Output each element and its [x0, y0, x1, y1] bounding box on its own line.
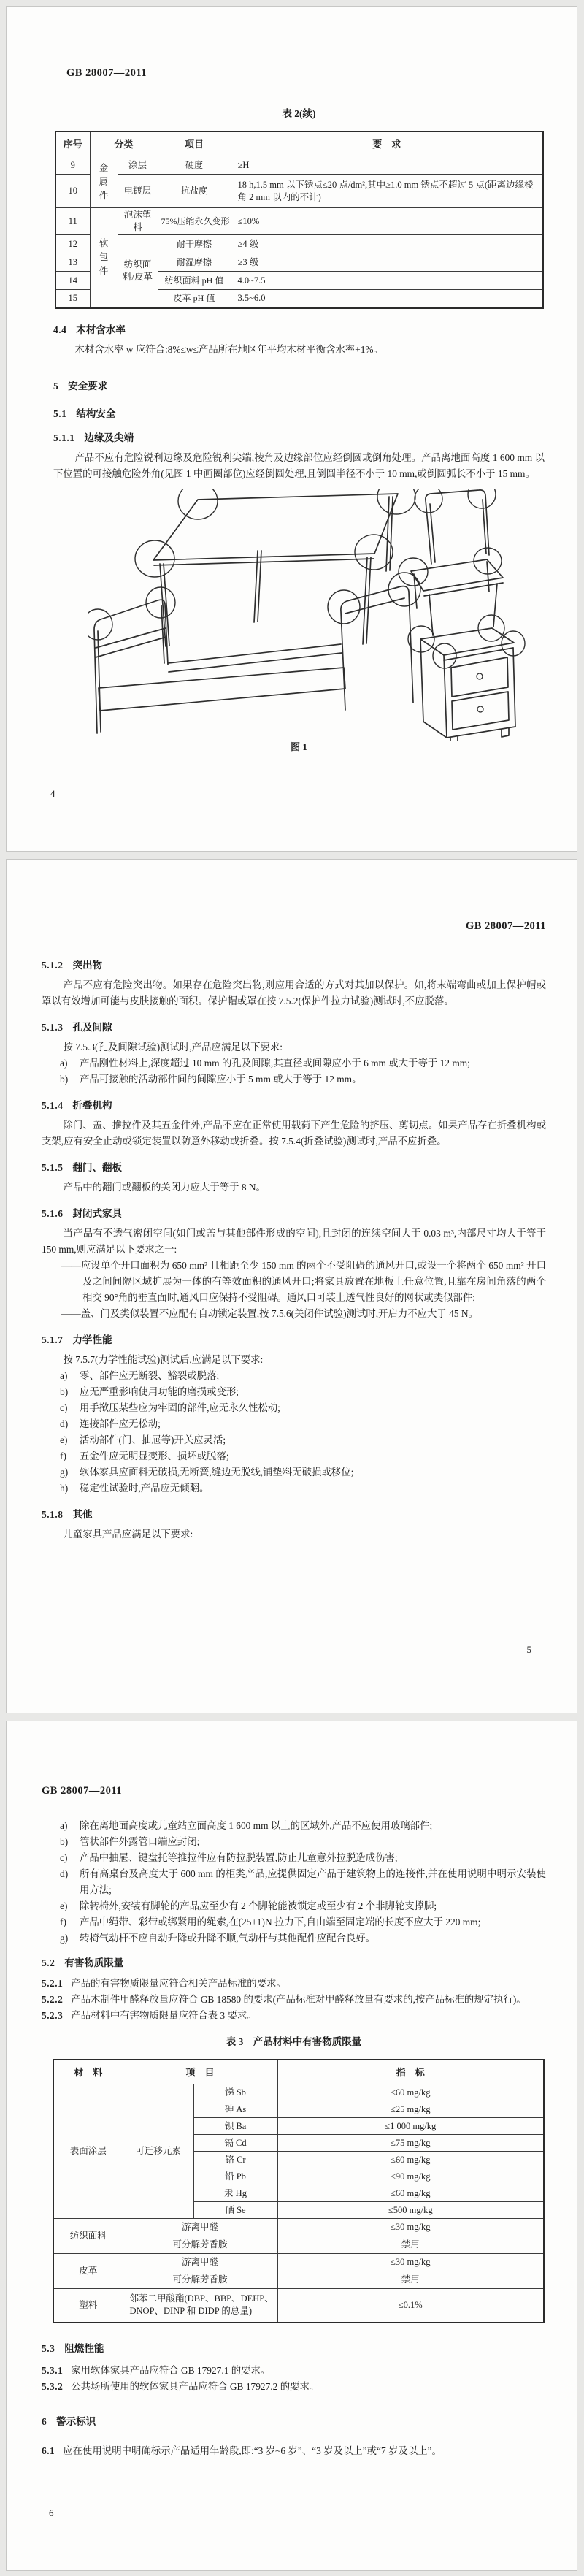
table-row	[55, 208, 543, 235]
list-text: 产品可接触的活动部件间的间隙应小于 5 mm 或大于等于 12 mm。	[80, 1074, 362, 1085]
list-item	[42, 1818, 546, 1834]
section-number: 5.1	[53, 408, 67, 419]
table-row	[53, 2289, 544, 2323]
cell-category	[90, 208, 118, 308]
section-4-4-body: 木材含水率 w 应符合:8%≤w≤产品所在地区年平均木材平衡含水率+1%。	[74, 343, 383, 355]
dash-item: ——盖、门及类似装置不应配有自动锁定装置,按 7.5.6(关闭件试验)测试时,开启力不应大于 45 N。	[61, 1308, 478, 1319]
list-item	[42, 1432, 546, 1448]
section-5-1-7-heading	[42, 1332, 546, 1348]
section-title: 其他	[72, 1509, 93, 1520]
list-text: 管状部件外露管口端应封闭;	[80, 1836, 200, 1847]
section-body: 产品的有害物质限量应符合相关产品标准的要求。	[71, 1978, 286, 1989]
cell-subcategory: 涂层	[118, 156, 158, 175]
cell-no: 12	[55, 235, 90, 253]
section-5-1-4-body: 除门、盖、推拉件及其五金件外,产品不应在正常使用载荷下产生危险的挤压、剪切点。如果产品存在折叠机构或支架,应有安全止动或锁定装置以防意外移动或折叠。按 7.5.4(折叠试验)测试时,产品不应折叠。	[42, 1120, 546, 1147]
section-number: 5.1.3	[42, 1022, 64, 1033]
section-number: 5.1.2	[42, 960, 64, 971]
list-item	[42, 1866, 546, 1898]
section-title: 封闭式家具	[72, 1208, 122, 1219]
list-marker: e)	[60, 1900, 68, 1911]
cell-limit: ≤25 mg/kg	[277, 2101, 544, 2118]
table-row	[55, 235, 543, 253]
section-5-heading	[53, 378, 545, 394]
cell-element: 汞 Hg	[193, 2185, 277, 2202]
bed-drawing	[88, 573, 420, 733]
cell-item: 可分解芳香胺	[123, 2236, 277, 2254]
list-marker: b)	[60, 1074, 69, 1085]
section-5-1-1-body: 产品不应有危险锐利边缘及危险锐利尖端,棱角及边缘部位应经倒圆或倒角处理。产品离地面高度 1 600 mm 以下位置的可接触危险外角(见图 1 中画圈部位)应经倒圆处理,且倒圆半径不小于 10 mm,或倒圆弧长不小于 15 mm。	[53, 451, 545, 479]
section-number: 5.1.7	[42, 1334, 64, 1345]
page-number: 4	[50, 788, 55, 799]
cell-material: 塑料	[53, 2289, 123, 2323]
section-number: 5.1.6	[42, 1208, 64, 1219]
list-marker: b)	[60, 1836, 69, 1847]
section-5-1-2-heading	[42, 958, 546, 974]
cell-requirement: 4.0~7.5	[231, 272, 543, 290]
cell-no: 11	[55, 208, 90, 235]
section-number: 5.2	[42, 1957, 55, 1968]
list-item	[42, 1930, 546, 1946]
cell-item: 纺织面料 pH 值	[158, 272, 231, 290]
section-5-1-7-intro: 按 7.5.7(力学性能试验)测试后,应满足以下要求:	[63, 1354, 264, 1365]
section-number: 5	[53, 380, 59, 391]
list-marker: e)	[60, 1434, 68, 1445]
section-5-1-8-heading	[42, 1507, 546, 1523]
cell-item: 皮革 pH 值	[158, 290, 231, 308]
section-number: 5.1.8	[42, 1509, 64, 1520]
cell-element: 铅 Pb	[193, 2168, 277, 2185]
list-text: 所有高桌台及高度大于 600 mm 的柜类产品,应提供固定产品于建筑物上的连接件,并在使用说明中明示安装使用方法;	[80, 1868, 546, 1895]
col-header-no: 序号	[55, 131, 90, 156]
section-number: 5.2.3	[42, 2010, 64, 2021]
list-item	[42, 1850, 546, 1866]
cell-item: 抗盐度	[158, 175, 231, 208]
list-text: 稳定性试验时,产品应无倾翻。	[80, 1483, 210, 1494]
list-text: 应无严重影响使用功能的磨损或变形;	[80, 1386, 239, 1397]
list-text: 产品中抽屉、键盘托等推拉件应有防拉脱装置,防止儿童意外拉脱造成伤害;	[80, 1852, 398, 1863]
figure-1-caption: 图 1	[291, 741, 307, 752]
section-number: 5.3.1	[42, 2364, 64, 2376]
figure-1-drawing	[88, 489, 556, 741]
cell-element: 钡 Ba	[193, 2118, 277, 2135]
cell-limit: ≤90 mg/kg	[277, 2168, 544, 2185]
cell-limit: ≤60 mg/kg	[277, 2084, 544, 2101]
section-title: 力学性能	[72, 1334, 112, 1345]
list-item	[42, 1071, 546, 1088]
table-2-title: 表 2(续)	[282, 108, 316, 119]
section-body: 产品材料中有害物质限量应符合表 3 要求。	[71, 2010, 257, 2021]
cell-element: 锑 Sb	[193, 2084, 277, 2101]
list-marker: h)	[60, 1483, 69, 1494]
col-header-requirement: 要 求	[231, 131, 543, 156]
cell-no: 15	[55, 290, 90, 308]
table-row	[53, 2084, 544, 2101]
section-number: 5.2.2	[42, 1994, 64, 2005]
list-marker: d)	[60, 1418, 69, 1429]
col-header-item: 项 目	[123, 2060, 277, 2084]
section-title: 有害物质限量	[64, 1957, 124, 1968]
section-title: 突出物	[72, 960, 102, 971]
list-item	[42, 1464, 546, 1480]
cell-element: 砷 As	[193, 2101, 277, 2118]
section-5-2-1	[42, 1976, 546, 1992]
section-title: 警示标识	[56, 2415, 96, 2427]
list-marker: c)	[60, 1402, 68, 1413]
cell-limit: ≤30 mg/kg	[277, 2254, 544, 2271]
nightstand-drawing	[408, 615, 525, 741]
page-2-content	[7, 860, 577, 1713]
list-marker: g)	[60, 1467, 69, 1478]
list-item	[42, 1914, 546, 1930]
cell-requirement: 3.5~6.0	[231, 290, 543, 308]
section-5-2-3	[42, 2008, 546, 2024]
section-5-1-heading	[53, 406, 545, 422]
cell-limit: ≤60 mg/kg	[277, 2152, 544, 2168]
list-item	[42, 1834, 546, 1850]
col-header-category: 分类	[90, 131, 158, 156]
list-marker: d)	[60, 1868, 69, 1879]
figure-1	[88, 489, 556, 741]
section-title: 安全要求	[68, 380, 108, 391]
list-marker: b)	[60, 1386, 69, 1397]
section-title: 木材含水率	[76, 324, 126, 335]
cell-requirement: ≥3 级	[231, 253, 543, 272]
section-5-1-6-heading	[42, 1206, 546, 1222]
cell-item: 耐湿摩擦	[158, 253, 231, 272]
cell-item: 75%压缩永久变形	[158, 208, 231, 235]
list-marker: f)	[60, 1451, 66, 1461]
list-marker: a)	[60, 1820, 68, 1831]
table-2-header-row	[55, 131, 543, 156]
list-marker: a)	[60, 1370, 68, 1381]
cell-material: 纺织面料	[53, 2219, 123, 2254]
section-number: 4.4	[53, 324, 67, 335]
section-number: 5.1.5	[42, 1162, 64, 1173]
section-title: 孔及间隙	[72, 1022, 112, 1033]
cell-item: 游离甲醛	[123, 2219, 277, 2236]
section-5-2-2	[42, 1992, 546, 2008]
cell-item: 硬度	[158, 156, 231, 175]
section-5-3-heading	[42, 2341, 546, 2357]
list-text: 活动部件(门、抽屉等)开关应灵活;	[80, 1434, 226, 1445]
page-3-content	[7, 1721, 577, 2570]
section-number: 6	[42, 2415, 47, 2427]
list-marker: c)	[60, 1852, 68, 1863]
cell-material: 表面涂层	[53, 2084, 123, 2219]
list-text: 产品中绳带、彩带或绑紧用的绳索,在(25±1)N 拉力下,自由端至固定端的长度不应大于 220 mm;	[80, 1916, 481, 1927]
section-body: 家用软体家具产品应符合 GB 17927.1 的要求。	[71, 2364, 271, 2376]
cell-requirement: ≤10%	[231, 208, 543, 235]
section-5-3-2	[42, 2379, 546, 2395]
chair-drawing	[399, 489, 503, 635]
cell-subcategory: 电镀层	[118, 175, 158, 208]
list-item	[42, 1384, 546, 1400]
cell-group: 可迁移元素	[123, 2084, 193, 2219]
cell-item: 游离甲醛	[123, 2254, 277, 2271]
table-3	[53, 2059, 545, 2323]
cell-element: 铬 Cr	[193, 2152, 277, 2168]
section-body: 应在使用说明中明确标示产品适用年龄段,即:“3 岁~6 岁”、“3 岁及以上”或“7 岁及以上”。	[63, 2445, 442, 2456]
cell-limit: ≤30 mg/kg	[277, 2219, 544, 2236]
cell-limit: 禁用	[277, 2236, 544, 2254]
cell-subcategory: 泡沫塑料	[118, 208, 158, 235]
cell-item: 可分解芳香胺	[123, 2271, 277, 2289]
list-text: 用手揿压某些应为牢固的部件,应无永久性松动;	[80, 1402, 280, 1413]
list-item	[42, 1416, 546, 1432]
standard-number-header: GB 28007—2011	[66, 67, 147, 79]
cell-no: 13	[55, 253, 90, 272]
list-item	[42, 1368, 546, 1384]
section-5-1-5-body: 产品中的翻门或翻板的关闭力应大于等于 8 N。	[63, 1182, 266, 1193]
section-5-1-5-heading	[42, 1160, 546, 1176]
table-drawing	[135, 489, 415, 646]
section-number: 5.2.1	[42, 1978, 64, 1989]
section-title: 折叠机构	[72, 1100, 112, 1111]
cell-element: 硒 Se	[193, 2202, 277, 2219]
section-title: 阻燃性能	[64, 2342, 104, 2354]
table-3-title: 表 3 产品材料中有害物质限量	[226, 2036, 362, 2047]
section-5-1-6-intro: 当产品有不透气密闭空间(如门或盖与其他部件形成的空间),且封闭的连续空间大于 0.03 m³,内部尺寸均大于等于 150 mm,则应满足以下要求之一:	[42, 1228, 546, 1255]
cell-category-text: 软包件	[99, 238, 109, 277]
section-5-1-3-heading	[42, 1020, 546, 1036]
cell-limit: ≤500 mg/kg	[277, 2202, 544, 2219]
section-title: 边缘及尖端	[84, 432, 134, 443]
section-body: 产品木制件甲醛释放量应符合 GB 18580 的要求(产品标准对甲醛释放量有要求的,按产品标准的规定执行)。	[71, 1994, 526, 2005]
list-item	[42, 1448, 546, 1464]
cell-limit: 禁用	[277, 2271, 544, 2289]
cell-item: 邻苯二甲酸酯(DBP、BBP、DEHP、DNOP、DINP 和 DIDP 的总量)	[123, 2289, 277, 2323]
section-5-2-heading	[42, 1955, 546, 1971]
page-1	[6, 6, 577, 852]
cell-category	[90, 156, 118, 208]
list-text: 产品刚性材料上,深度超过 10 mm 的孔及间隙,其直径或间隙应小于 6 mm 或大于等于 12 mm;	[80, 1058, 470, 1069]
cell-requirement: 18 h,1.5 mm 以下锈点≤20 点/dm²,其中≥1.0 mm 锈点不超过 5 点(距离边缘棱角 2 mm 以内的不计)	[231, 175, 543, 208]
page-number: 5	[526, 1644, 531, 1655]
section-5-1-8-body: 儿童家具产品应满足以下要求:	[63, 1529, 193, 1540]
section-number: 5.3	[42, 2342, 55, 2354]
page-2	[6, 859, 577, 1713]
list-text: 五金件应无明显变形、损坏或脱落;	[80, 1451, 229, 1461]
section-number: 5.1.4	[42, 1100, 64, 1111]
table-row	[55, 175, 543, 208]
section-number: 6.1	[42, 2445, 55, 2456]
section-5-1-1-heading	[53, 430, 545, 446]
col-header-material: 材 料	[53, 2060, 123, 2084]
table-row	[53, 2219, 544, 2236]
list-item	[42, 1400, 546, 1416]
cell-no: 14	[55, 272, 90, 290]
section-6-1	[42, 2443, 546, 2459]
table-row	[53, 2271, 544, 2289]
section-5-1-2-body: 产品不应有危险突出物。如果存在危险突出物,则应用合适的方式对其加以保护。如,将末端弯曲或加上保护帽或罩以有效增加可能与皮肤接触的面积。保护帽或罩在按 7.5.2(保护件拉力试验)测试时,不应脱落。	[42, 979, 546, 1006]
list-text: 除在离地面高度或儿童站立面高度 1 600 mm 以上的区域外,产品不应使用玻璃部件;	[80, 1820, 433, 1831]
list-item	[42, 1480, 546, 1497]
page-1-content	[7, 7, 577, 851]
cell-limit: ≤0.1%	[277, 2289, 544, 2323]
section-5-1-3-intro: 按 7.5.3(孔及间隙试验)测试时,产品应满足以下要求:	[63, 1042, 283, 1052]
section-number: 5.3.2	[42, 2380, 64, 2392]
page-3	[6, 1721, 577, 2571]
standard-number-header: GB 28007—2011	[465, 920, 546, 932]
cell-limit: ≤75 mg/kg	[277, 2135, 544, 2152]
list-marker: g)	[60, 1933, 69, 1944]
cell-subcategory: 纺织面料/皮革	[118, 235, 158, 308]
list-item	[42, 1055, 546, 1071]
list-text: 软体家具应面料无破损,无断簧,缝边无脱线,铺垫料无破损或移位;	[80, 1467, 354, 1478]
col-header-item: 项目	[158, 131, 231, 156]
list-text: 连接部件应无松动;	[80, 1418, 161, 1429]
page-number: 6	[49, 2507, 54, 2518]
table-row	[55, 156, 543, 175]
section-6-heading	[42, 2414, 546, 2430]
section-number: 5.1.1	[53, 432, 75, 443]
table-2	[55, 131, 544, 309]
section-title: 翻门、翻板	[72, 1162, 122, 1173]
cell-limit: ≤1 000 mg/kg	[277, 2118, 544, 2135]
list-text: 转椅气动杆不应自动升降或升降不顺,气动杆与其他配件应配合良好。	[80, 1933, 376, 1944]
cell-limit: ≤60 mg/kg	[277, 2185, 544, 2202]
table-3-header-row	[53, 2060, 544, 2084]
section-title: 结构安全	[76, 408, 116, 419]
col-header-limit: 指 标	[277, 2060, 544, 2084]
cell-material: 皮革	[53, 2254, 123, 2289]
cell-category-text: 金属件	[99, 162, 109, 201]
list-marker: f)	[60, 1916, 66, 1927]
dash-item: ——应设单个开口面积为 650 mm² 且相距至少 150 mm 的两个不受阻碍的通风开口,或设一个将两个 650 mm² 开口及之间间隔区域扩展为一体的有等效面积的通风开口;将家具放置在地板上任意位置,且靠在房间角落的两个相交 90°角的垂直面时,通风口应保持不受阻碍。通风口可装上透气性良好的网状或类似部件;	[61, 1260, 546, 1303]
section-5-3-1	[42, 2363, 546, 2379]
standard-number-header: GB 28007—2011	[42, 1785, 123, 1797]
list-item	[42, 1898, 546, 1914]
cell-element: 镉 Cd	[193, 2135, 277, 2152]
section-5-1-4-heading	[42, 1098, 546, 1114]
cell-no: 9	[55, 156, 90, 175]
table-row	[53, 2236, 544, 2254]
list-text: 零、部件应无断裂、豁裂或脱落;	[80, 1370, 220, 1381]
cell-requirement: ≥H	[231, 156, 543, 175]
section-body: 公共场所使用的软体家具产品应符合 GB 17927.2 的要求。	[71, 2380, 320, 2392]
cell-no: 10	[55, 175, 90, 208]
section-4-4-heading	[53, 322, 545, 338]
table-row	[53, 2254, 544, 2271]
cell-requirement: ≥4 级	[231, 235, 543, 253]
list-text: 除转椅外,安装有脚轮的产品应至少有 2 个脚轮能被锁定或至少有 2 个非脚轮支撑脚;	[80, 1900, 437, 1911]
list-marker: a)	[60, 1058, 68, 1069]
cell-item: 耐干摩擦	[158, 235, 231, 253]
